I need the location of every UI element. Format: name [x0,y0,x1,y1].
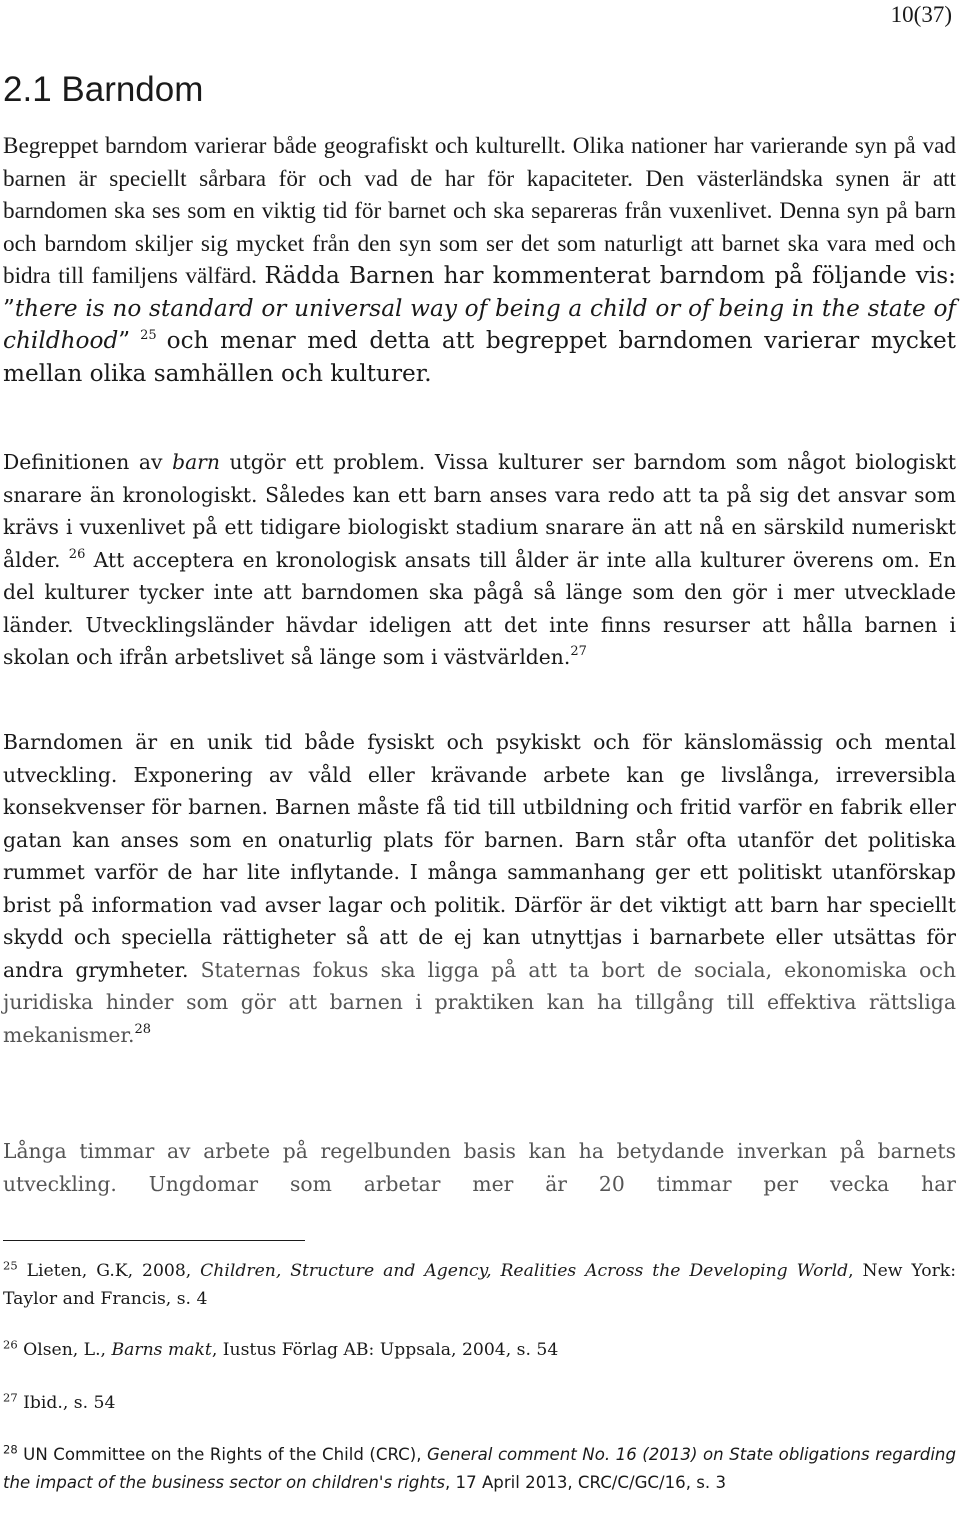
footnote-text: , New York: Taylor and Francis, s. 4 [3,1261,957,1309]
paragraph1-part3: Rädda Barnen har kommenterat barndom på följande vis: ” [3,262,956,322]
footnote-ref-28[interactable]: 28 [134,1021,151,1037]
footnote-text: , Iustus Förlag AB: Uppsala, 2004, s. 54 [211,1340,559,1360]
paragraph1-part1: Begreppet barndom varierar både geografiskt och kulturellt. Olika nationer har varierande syn på vad barnen är speciellt sårbara för och vad de har för kapaciteter. Den västerländska synen är att barndomen ska ses som en viktig tid för barnet och ska separeras från vuxenlivet. [3,133,956,224]
footnote-number: 25 [3,1258,18,1273]
footnote-text: Lieten, G.K, 2008, [26,1261,201,1281]
page-number: 10(37) [890,2,952,27]
quote-close: ” [118,327,131,354]
paragraph2-italic-term: barn [172,450,220,474]
paragraph1-part2: Denna syn på barn och barndom skiljer sig mycket från den syn som ser det som naturligt att barnet ska vara med och bidra till familjens välfärd. [3,198,956,289]
quote-text: there is no standard or universal way of being a child or of being in the state of childhood [3,294,956,354]
paragraph-definition-childhood [3,130,956,390]
footnote-25 [3,1258,956,1313]
footnote-text: Ibid., s. 54 [23,1393,116,1413]
footnote-27 [3,1390,956,1418]
footnote-ref-27[interactable]: 27 [570,643,587,659]
paragraph2-part2: utgör ett problem. Vissa kulturer ser barndom som något biologiskt snarare än kronologiskt. Således kan ett barn anses vara redo att ta på sig det ansvar som krävs i vuxenlivet på ett tidigare biologiskt stadium snarare än att nå en särskild numeriskt ålder. [3,450,957,572]
paragraph2-part1: Definitionen av [3,450,173,474]
footnote-text: UN Committee on the Rights of the Child (CRC), [23,1445,428,1464]
paragraph-definition-child [3,446,956,674]
footnote-title: Barns makt [111,1340,212,1360]
footnote-26 [3,1337,956,1365]
footnote-number: 28 [3,1442,18,1457]
footnote-text: Olsen, L., [23,1340,112,1360]
paragraph-unique-time [3,726,956,1051]
section-heading: 2.1 Barndom [3,70,204,109]
footnote-number: 27 [3,1390,18,1405]
footnote-separator [3,1240,305,1241]
footnote-ref-26[interactable]: 26 [68,546,86,562]
paragraph3-part2: Staternas fokus ska ligga på att ta bort de sociala, ekonomiska och juridiska hinder som gör att barnen i praktiken kan ha tillgång till effektiva rättsliga mekanismer. [3,957,957,1047]
paragraph-working-hours: Långa timmar av arbete på regelbunden basis kan ha betydande inverkan på barnets utveckling. Ungdomar som arbetar mer är 20 timmar per vecka har [3,1139,956,1196]
footnote-title: General comment No. 16 (2013) on State obligations regarding the impact of the business sector on children's rights [3,1445,956,1492]
footnote-title: Children, Structure and Agency, Realities Across the Developing World [200,1261,849,1281]
paragraph3-part1: Barndomen är en unik tid både fysiskt och psykiskt och för känslomässig och mental utveckling. Exponering av våld eller krävande arbete kan ge livslånga, irreversibla konsekvenser för barnen. Barnen måste få tid till utbildning och fritid varför en fabrik eller gatan kan anses som en onaturlig plats för barnen. Barn står ofta utanför det politiska rummet varför de har lite inflytande. I många sammanhang ger ett politiskt utanförskap brist på information vad avser lagar och politik. Därför är det viktigt att barn har speciellt skydd och speciella rättigheter så att de ej kan utnyttjas i barnarbete eller utsättas för andra grymheter. [3,730,956,982]
footnote-number: 26 [3,1337,18,1352]
footnote-ref-25[interactable]: 25 [140,327,157,343]
footnote-text: , 17 April 2013, CRC/C/GC/16, s. 3 [445,1472,727,1492]
footnote-28 [3,1441,956,1496]
paragraph2-part3: Att acceptera en kronologisk ansats till ålder är inte alla kulturer överens om. En del kulturer tycker inte att barndomen ska pågå så länge som den gör i mer utvecklade länder. Utvecklingsländer hävdar ideligen att det inte finns resurser att hålla barnen i skolan och ifrån arbetslivet så länge som i västvärlden. [3,547,957,669]
paragraph1-part4: och menar med detta att begreppet barndomen varierar mycket mellan olika samhällen och kulturer. [3,327,956,387]
